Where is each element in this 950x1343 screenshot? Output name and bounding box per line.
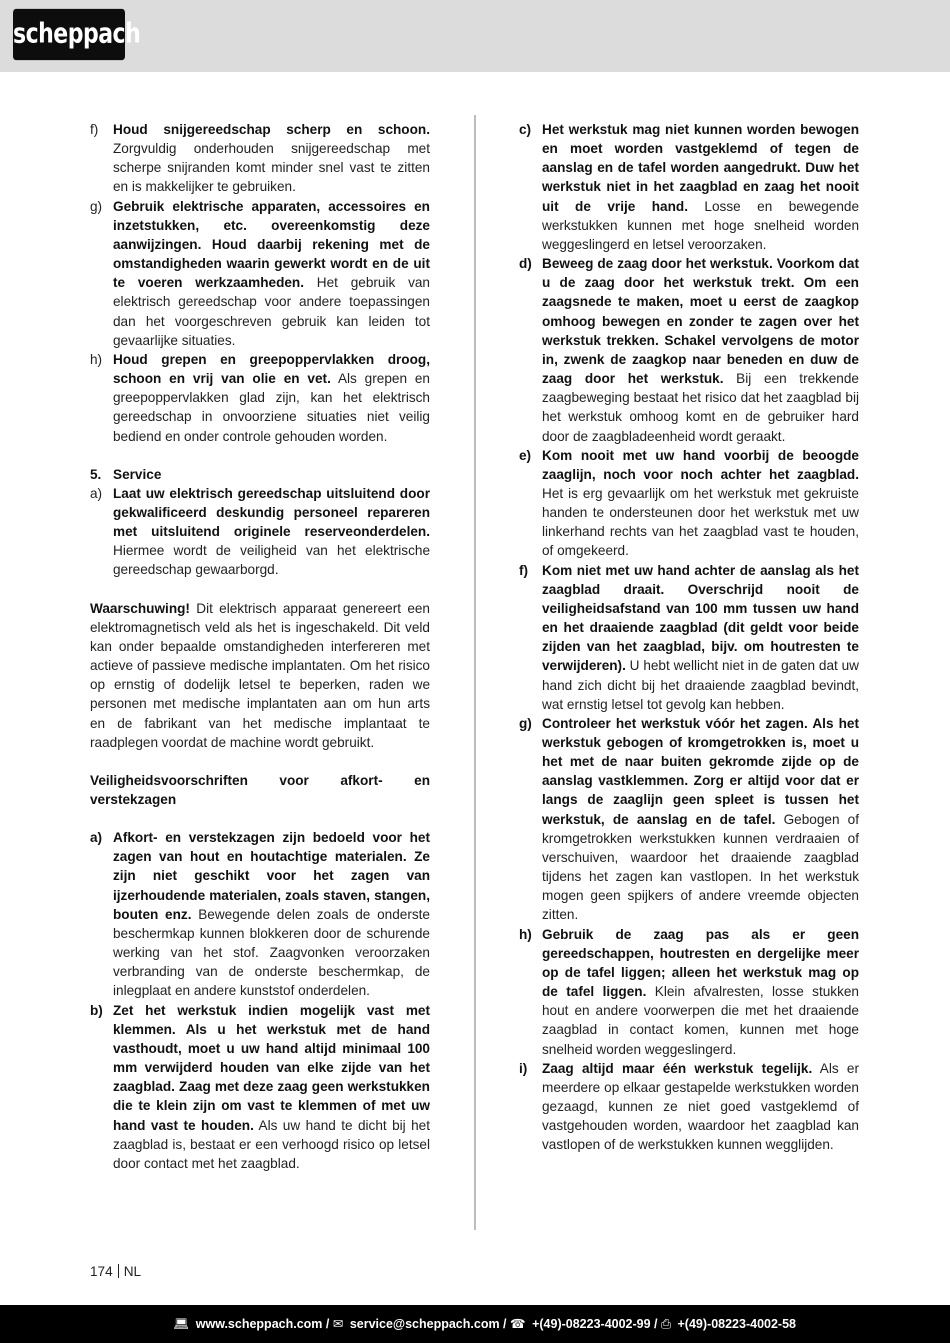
- page-language: NL: [123, 1264, 142, 1279]
- list-item: [519, 446, 859, 561]
- item-text: [542, 561, 859, 714]
- item-text: [542, 714, 859, 925]
- list-item: [519, 1059, 859, 1155]
- item-text: [113, 1001, 430, 1173]
- item-body-text: Losse en bewegende werkstukken kunnen met hoge snelheid worden weggeslingerd en letsel veroorzaken.: [542, 198, 860, 252]
- list-item: [90, 350, 430, 446]
- item-label: g): [519, 715, 532, 731]
- item-bold-text: Houd grepen en greepoppervlakken droog, schoon en vrij van olie en vet.: [113, 351, 430, 387]
- safety-heading-text: Veiligheidsvoorschriften voor afkort- en verstekzagen: [90, 772, 430, 807]
- item-label: f): [90, 122, 99, 137]
- item-bold-text: Beweeg de zaag door het werkstuk. Voorkom dat u de zaag door het werkstuk trekt. Om een zaagsnede te maken, moet u eerst de zaagkop omhoog bewegen en zonder te zagen over het werkstuk trekken. Schakel vervolgens de motor in, zwenk de zaagkop naar beneden en duw de zaag door het werkstuk.: [542, 256, 859, 387]
- item-bold-text: Houd snijgereedschap scherp en schoon.: [113, 122, 430, 137]
- section-title: Service: [113, 466, 162, 482]
- left-column: [90, 120, 430, 1173]
- list-item: [90, 484, 430, 580]
- item-text: [542, 120, 859, 254]
- item-body-text: Hiermee wordt de veiligheid van het elektrische gereedschap gewaarborgd.: [113, 543, 430, 578]
- list-item: [90, 120, 430, 197]
- item-bold-text: Gebruik elektrische apparaten, accessoires en inzetstukken, etc. overeenkomstig deze aanwijzingen. Houd daarbij rekening met de omstandigheden waarin gewerkt wordt en de uit te voeren werkzaamheden.: [113, 198, 430, 291]
- item-label: f): [519, 562, 529, 578]
- item-label: e): [519, 447, 532, 463]
- section-number: 5.: [90, 466, 102, 482]
- item-text: [113, 484, 430, 580]
- item-bold-text: Kom nooit met uw hand voorbij de beoogde zaaglijn, noch voor noch achter het zaagblad.: [542, 447, 859, 482]
- item-label: d): [519, 256, 532, 272]
- list-item: [519, 561, 859, 714]
- item-body-text: Gebogen of kromgetrokken werkstukken kunnen verdraaien of verschuiven, waardoor het draaiende zaagblad tijdens het zagen kan vastlopen. In het werkstuk mogen geen spijkers of andere vreemde objecten zitten.: [542, 811, 859, 923]
- item-bold-text: Controleer het werkstuk vóór het zagen. Als het werkstuk gebogen of kromgetrokken is, moet u het met de naar buiten gekromde zijde op de aanslag vastklemmen. Zorg er altijd voor dat er langs de zaaglijn geen spleet is tussen het werkstuk, de aanslag en de tafel.: [542, 715, 859, 827]
- list-item: [519, 714, 859, 925]
- item-bold-text: Zaag altijd maar één werkstuk tegelijk.: [542, 1060, 813, 1076]
- item-label: g): [90, 198, 103, 214]
- column-divider: [474, 115, 476, 1230]
- item-body-text: Klein afvalresten, losse stukken hout en andere voorwerpen die met het draaiende zaagblad in contact komen, kunnen met hoge snelheid worden weggeslingerd.: [542, 984, 859, 1057]
- item-bold-text: Zet het werkstuk indien mogelijk vast met klemmen. Als u het werkstuk met de hand vasthoudt, moet u uw hand altijd minimaal 100 mm verwijderd houden van elke zijde van het zaagblad. Zaag met deze zaag geen werkstukken die te klein zijn om vast te klemmen of met uw hand vast te houden.: [113, 1002, 430, 1133]
- list-item: [519, 925, 859, 1059]
- list-item: [90, 1001, 430, 1173]
- scheppach-logo: scheppach: [13, 9, 125, 60]
- item-body-text: U hebt wellicht niet in de gaten dat uw hand zich dicht bij het draaiende zaagblad bevindt, wat ernstig letsel tot gevolg kan hebben.: [542, 658, 859, 712]
- item-text: [542, 1059, 859, 1155]
- warning-paragraph: [90, 599, 430, 752]
- item-body-text: Als er meerdere op elkaar gestapelde werkstukken worden gezaagd, kunnen ze niet goed vastgeklemd of vastgehouden worden, waardoor het zaagblad kan vastlopen of de werkstukken kunnen wegglijden.: [542, 1060, 859, 1153]
- item-text: [542, 925, 859, 1059]
- item-body-text: Het gebruik van elektrisch gereedschap voor andere toepassingen dan het voorgeschreven gebruik kan leiden tot gevaarlijke situaties.: [113, 275, 430, 348]
- warning-text: Dit elektrisch apparaat genereert een elektromagnetisch veld als het is ingeschakeld. Dit veld kan onder bepaalde omstandigheden interfereren met actieve of passieve medische implantaten. Om het risico op ernstig of dodelijk letsel te beperken, raden we personen met medische implantaten aan om hun arts en de fabrikant van het medische implantaat te raadplegen voordat de machine wordt gebruikt.: [90, 600, 430, 750]
- safety-heading: [90, 771, 430, 809]
- section-heading: [90, 465, 430, 484]
- item-bold-text: Laat uw elektrisch gereedschap uitsluitend door gekwalificeerd deskundig personeel repareren met uitsluitend originele reserveonderdelen.: [113, 485, 430, 540]
- item-label: h): [90, 351, 103, 367]
- item-text: [113, 350, 430, 446]
- item-body-text: Als grepen en greepoppervlakken glad zijn, kan het elektrisch gereedschap in onvoorziene situaties niet veilig bediend en onder controle gehouden worden.: [113, 371, 430, 444]
- list-item: [90, 828, 430, 1000]
- item-label: a): [90, 830, 103, 846]
- item-bold-text: Afkort- en verstekzagen zijn bedoeld voor het zagen van hout en houtachtige materialen. Ze zijn niet geschikt voor het zagen van ijzerhoudende materialen, zoals staven, stangen, bouten enz.: [113, 830, 430, 922]
- item-text: [542, 446, 859, 561]
- item-label: h): [519, 926, 532, 942]
- page-header: [0, 0, 950, 72]
- item-text: [113, 197, 430, 350]
- item-body-text: Bij een trekkende zaagbeweging bestaat het risico dat het zaagblad bij het werkstuk omhoog komt en de gebruiker hard door de zaagbladeenheid wordt geraakt.: [542, 371, 859, 444]
- page-footer: [0, 1305, 950, 1343]
- footer-website[interactable]: www.scheppach.com /: [195, 1317, 330, 1331]
- item-bold-text: Kom niet met uw hand achter de aanslag als het zaagblad draait. Overschrijd nooit de veiligheidsafstand van 100 mm tussen uw hand en het draaiende zaagblad (dit geldt voor beide zijden van het zaagblad, bijv. om houtresten te verwijderen).: [542, 562, 859, 674]
- list-item: [519, 120, 859, 254]
- item-text: [542, 254, 859, 446]
- item-text: [113, 828, 430, 1000]
- item-body-text: Het is erg gevaarlijk om het werkstuk met gekruiste handen te ondersteunen door het werkstuk met uw linkerhand rechts van het zaagblad vast te houden, of omgekeerd.: [542, 485, 859, 559]
- item-bold-text: Gebruik de zaag pas als er geen gereedschappen, houtresten en dergelijke meer op de tafel liggen; alleen het werkstuk mag op de tafel liggen.: [542, 926, 859, 1000]
- item-label: b): [90, 1002, 103, 1018]
- footer-phone: +(49)-08223-4002-99 /: [532, 1317, 658, 1331]
- item-body-text: Als uw hand te dicht bij het zaagblad is, bestaat er een verhoogd risico op letsel door contact met het zaagblad.: [113, 1117, 430, 1171]
- fax-icon: ⎙: [661, 1317, 672, 1331]
- item-text: [113, 120, 430, 197]
- item-body-text: Zorgvuldig onderhouden snijgereedschap met scherpe snijranden komt minder snel vast te zitten en is makkelijker te gebruiken.: [113, 141, 430, 195]
- page-number-separator: [118, 1264, 119, 1278]
- page-number-value: 174: [90, 1264, 113, 1279]
- right-column: [519, 120, 859, 1154]
- phone-icon: ☎: [510, 1317, 526, 1331]
- mail-icon: ✉: [332, 1317, 344, 1331]
- item-label: c): [519, 122, 532, 137]
- list-item: [519, 254, 859, 446]
- item-bold-text: Het werkstuk mag niet kunnen worden bewogen en moet worden vastgeklemd of tegen de aanslag en de tafel worden aangedrukt. Duw het werkstuk niet in het zaagblad en zaag het nooit uit de vrije hand.: [542, 122, 859, 214]
- warning-label: Waarschuwing!: [90, 600, 190, 616]
- page-number: [90, 1264, 141, 1279]
- item-body-text: Bewegende delen zoals de onderste beschermkap kunnen blokkeren door de schurende werking van het stof. Zaagvonken veroorzaken verbranding van de onderste beschermkap, de inlegplaat en andere kunststof onderdelen.: [113, 906, 430, 999]
- footer-email[interactable]: service@scheppach.com /: [349, 1317, 507, 1331]
- footer-fax: +(49)-08223-4002-58: [677, 1317, 796, 1331]
- item-label: a): [90, 485, 103, 501]
- item-label: i): [519, 1060, 528, 1076]
- laptop-icon: 💻︎: [173, 1317, 190, 1331]
- list-item: [90, 197, 430, 350]
